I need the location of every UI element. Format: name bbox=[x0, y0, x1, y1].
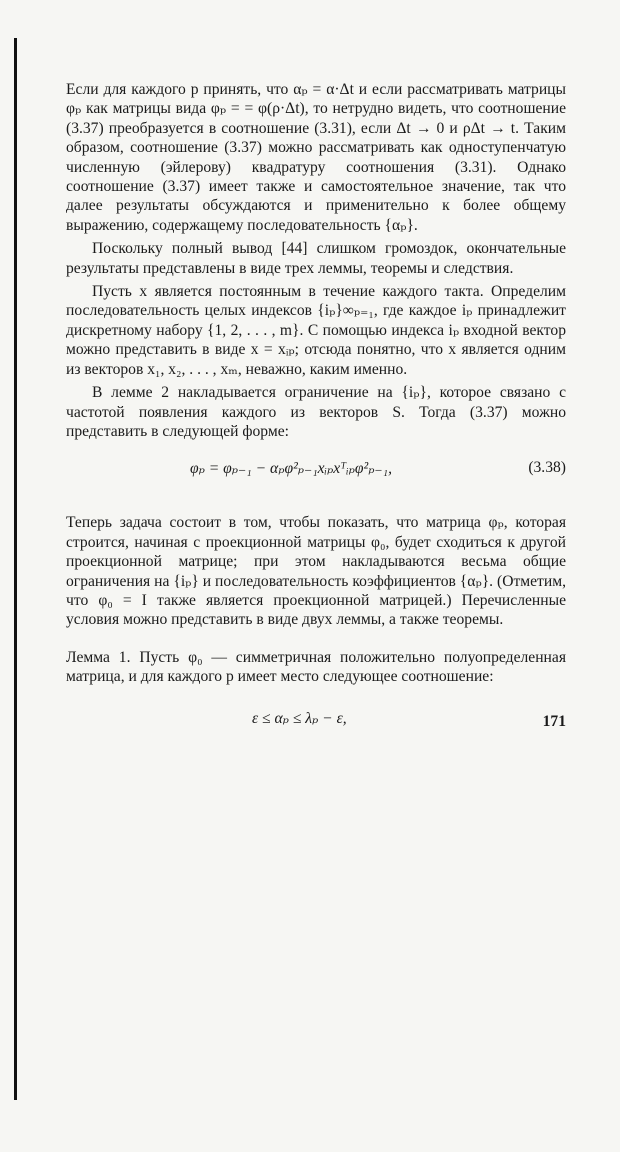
equation-number: (3.38) bbox=[528, 459, 566, 477]
equation-3-38 bbox=[66, 447, 566, 493]
paragraph-lemma-2-constraint: В лемме 2 накладывается ограничение на {iₚ}, которое связано с частотой появления каждого из векторов S. Тогда (3.37) можно представить в следующей форме: bbox=[66, 384, 566, 440]
book-spine-edge bbox=[14, 38, 17, 1100]
paragraph-derivation-note: Поскольку полный вывод [44] слишком громоздок, окончательные результаты представлены в виде трех леммы, теоремы и следствия. bbox=[66, 240, 566, 277]
inequality-alpha-bounds bbox=[66, 705, 566, 735]
paragraph-euler-quadrature: Если для каждого p принять, что αₚ = α·Δt и если рассматривать матрицы φₚ как матрицы вида φₚ = = φ(ρ·Δt), то нетрудно видеть, что соотношение (3.37) преобразуется в соотношение (3.31), если Δt → 0 и ρΔt → t. Таким образом, соотношение (3.37) можно рассматривать как одноступенчатую численную (эйлерову) квадратуру соотношения (3.31). Однако соотношение (3.37) имеет также и самостоятельное значение, так что далее результаты обсуждаются и применительно к более общему выражению, содержащему последовательность {αₚ}. bbox=[66, 81, 566, 234]
inequality-expression: ε ≤ αₚ ≤ λₚ − ε, bbox=[252, 709, 347, 727]
paragraph-index-sequence: Пусть x является постоянным в течение каждого такта. Определим последовательность целых индексов {iₚ}∞ₚ₌₁, где каждое iₚ принадлежит дискретному набору {1, 2, . . . , m}. С помощью индекса iₚ входной вектор можно представить в виде x = xᵢₚ; отсюда понятно, что x является одним из векторов x₁, x₂, . . . , xₘ, неважно, каким именно. bbox=[66, 283, 566, 378]
equation-expression: φₚ = φₚ₋₁ − αₚφ²ₚ₋₁xᵢₚxᵀᵢₚφ²ₚ₋₁, bbox=[190, 460, 392, 478]
page-number: 171 bbox=[542, 712, 566, 730]
paragraph-convergence-task: Теперь задача состоит в том, чтобы показать, что матрица φₚ, которая строится, начиная с проекционной матрицы φ₀, будет сходиться к другой проекционной матрице; при этом накладываются весьма общие ограничения на {iₚ} и последовательность коэффициентов {αₚ}. (Отметим, что φ₀ = I также является проекционной матрицей.) Перечисленные условия можно представить в виде двух леммы, а также теоремы. bbox=[66, 514, 566, 629]
page-content bbox=[66, 80, 566, 735]
paragraph-lemma-1: Лемма 1. Пусть φ₀ — симметричная положительно полуопределенная матрица, и для каждого p имеет место следующее соотношение: bbox=[66, 648, 566, 686]
